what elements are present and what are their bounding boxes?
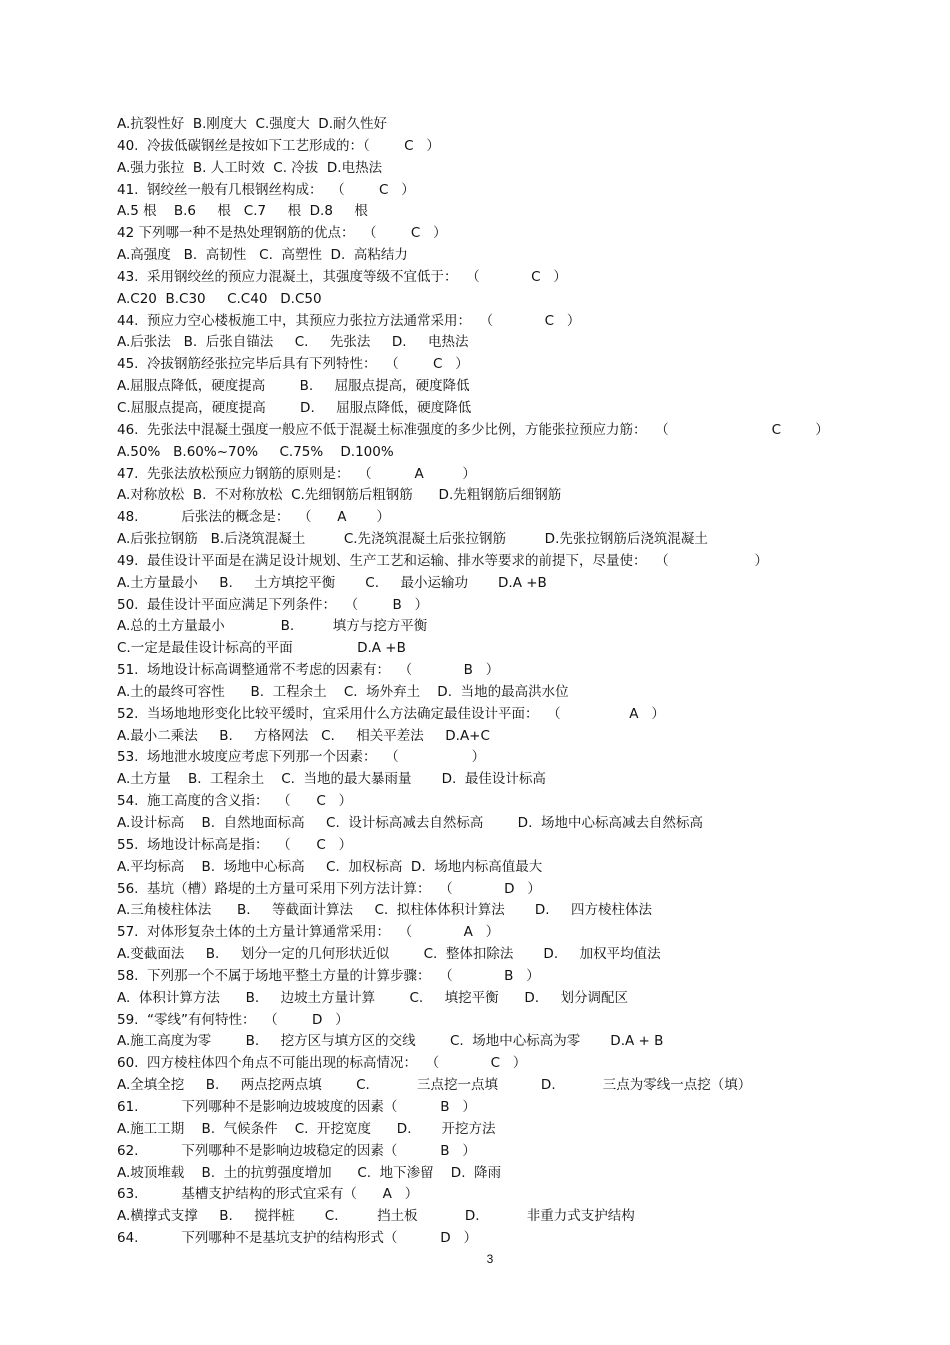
text-line: A.变截面法 B. 划分一定的几何形状近似 C. 整体扣除法 D. 加权平均值法 <box>117 946 661 963</box>
text-line: A.屈服点降低，硬度提高 B. 屈服点提高，硬度降低 <box>117 378 470 395</box>
text-line: 48. 后张法的概念是： （ A ） <box>117 509 390 526</box>
text-line: A.设计标高 B. 自然地面标高 C. 设计标高减去自然标高 D. 场地中心标高减去自然标高 <box>117 815 703 831</box>
text-line: A.后张拉钢筋 B.后浇筑混凝土 C.先浇筑混凝土后张拉钢筋 D.先张拉钢筋后浇筑混凝土 <box>117 531 708 548</box>
text-line: 40. 冷拔低碳钢丝是按如下工艺形成的：（ C ） <box>117 137 440 154</box>
text-line: 51. 场地设计标高调整通常不考虑的因素有： （ B ） <box>117 662 500 679</box>
text-line: A.对称放松 B. 不对称放松 C.先细钢筋后粗钢筋 D.先粗钢筋后细钢筋 <box>117 487 562 504</box>
text-line: C.屈服点提高，硬度提高 D. 屈服点降低，硬度降低 <box>117 399 472 416</box>
text-line: 46. 先张法中混凝土强度一般应不低于混凝土标准强度的多少比例，方能张拉预应力筋： （ C ） <box>117 421 829 438</box>
text-line: 42 下列哪一种不是热处理钢筋的优点： （ C ） <box>117 225 447 242</box>
text-line: 45. 冷拔钢筋经张拉完毕后具有下列特性： （ C ） <box>117 356 469 373</box>
text-line: 41. 钢绞丝一般有几根钢丝构成： （ C ） <box>117 181 415 198</box>
text-line: 43. 采用钢绞丝的预应力混凝土，其强度等级不宜低于： （ C ） <box>117 268 567 285</box>
text-line: A.三角棱柱体法 B. 等截面计算法 C. 拟柱体体积计算法 D. 四方棱柱体法 <box>117 902 652 919</box>
text-line: A.横撑式支撑 B. 搅拌桩 C. 挡土板 D. 非重力式支护结构 <box>117 1208 635 1225</box>
text-line: A.全填全挖 B. 两点挖两点填 C. 三点挖一点填 D. 三点为零线一点挖（填） <box>117 1077 752 1094</box>
text-line: A.土方量 B. 工程余土 C. 当地的最大暴雨量 D. 最佳设计标高 <box>117 771 546 788</box>
text-line: 63. 基槽支护结构的形式宜采有（ A ） <box>117 1186 419 1203</box>
text-line: A.抗裂性好 B.刚度大 C.强度大 D.耐久性好 <box>117 116 387 132</box>
text-line: 47. 先张法放松预应力钢筋的原则是： （ A ） <box>117 465 476 482</box>
text-line: 49. 最佳设计平面是在满足设计规划、生产工艺和运输、排水等要求的前提下，尽量使： （ ） <box>117 552 768 569</box>
text-line: A.50% B.60%~70% C.75% D.100% <box>117 443 394 460</box>
text-line: A.最小二乘法 B. 方格网法 C. 相关平差法 D.A+C <box>117 727 490 744</box>
question-list <box>117 114 877 1250</box>
text-line: 53. 场地泄水坡度应考虑下列那一个因素： （ ） <box>117 749 486 766</box>
page-number: 3 <box>486 1252 494 1266</box>
text-line: 54. 施工高度的含义指： （ C ） <box>117 793 353 810</box>
text-line: A.强力张拉 B. 人工时效 C. 冷拔 D.电热法 <box>117 159 383 176</box>
text-line: A.土的最终可容性 B. 工程余土 C. 场外弃土 D. 当地的最高洪水位 <box>117 683 569 700</box>
text-line: 57. 对体形复杂土体的土方量计算通常采用： （ A ） <box>117 924 500 941</box>
text-line: 64. 下列哪种不是基坑支护的结构形式（ D ） <box>117 1230 478 1247</box>
text-line: A.总的土方量最小 B. 填方与挖方平衡 <box>117 618 428 635</box>
text-line: C.一定是最佳设计标高的平面 D.A +B <box>117 640 406 657</box>
text-line: A.坡顶堆载 B. 土的抗剪强度增加 C. 地下渗留 D. 降雨 <box>117 1164 502 1181</box>
text-line: A.5 根 B.6 根 C.7 根 D.8 根 <box>117 203 368 220</box>
text-line: A.后张法 B. 后张自锚法 C. 先张法 D. 电热法 <box>117 334 469 351</box>
text-line: 58. 下列那一个不属于场地平整土方量的计算步骤： （ B ） <box>117 967 540 984</box>
text-line: 61. 下列哪种不是影响边坡坡度的因素（ B ） <box>117 1098 476 1115</box>
text-line: A.施工工期 B. 气候条件 C. 开挖宽度 D. 开挖方法 <box>117 1120 496 1137</box>
text-line: A.土方量最小 B. 土方填挖平衡 C. 最小运输功 D.A +B <box>117 574 547 591</box>
text-line: 56. 基坑（槽）路堤的土方量可采用下列方法计算： （ D ） <box>117 880 541 897</box>
text-line: A.平均标高 B. 场地中心标高 C. 加权标高 D. 场地内标高值最大 <box>117 858 543 875</box>
text-line: A.施工高度为零 B. 挖方区与填方区的交线 C. 场地中心标高为零 D.A + B <box>117 1033 664 1050</box>
text-line: A.C20 B.C30 C.C40 D.C50 <box>117 290 322 307</box>
text-line: 44. 预应力空心楼板施工中，其预应力张拉方法通常采用： （ C ） <box>117 312 581 329</box>
text-line: 60. 四方棱柱体四个角点不可能出现的标高情况： （ C ） <box>117 1055 527 1072</box>
text-line: 50. 最佳设计平面应满足下列条件： （ B ） <box>117 596 429 613</box>
text-line: 55. 场地设计标高是指： （ C ） <box>117 836 353 853</box>
text-line: 52. 当场地地形变化比较平缓时，宜采用什么方法确定最佳设计平面： （ A ） <box>117 705 665 722</box>
text-line: 62. 下列哪种不是影响边坡稳定的因素（ B ） <box>117 1142 476 1159</box>
text-line: 59. “零线”有何特性： （ D ） <box>117 1011 349 1028</box>
text-line: A.高强度 B. 高韧性 C. 高塑性 D. 高粘结力 <box>117 247 408 264</box>
text-line: A. 体积计算方法 B. 边坡土方量计算 C. 填挖平衡 D. 划分调配区 <box>117 989 629 1006</box>
